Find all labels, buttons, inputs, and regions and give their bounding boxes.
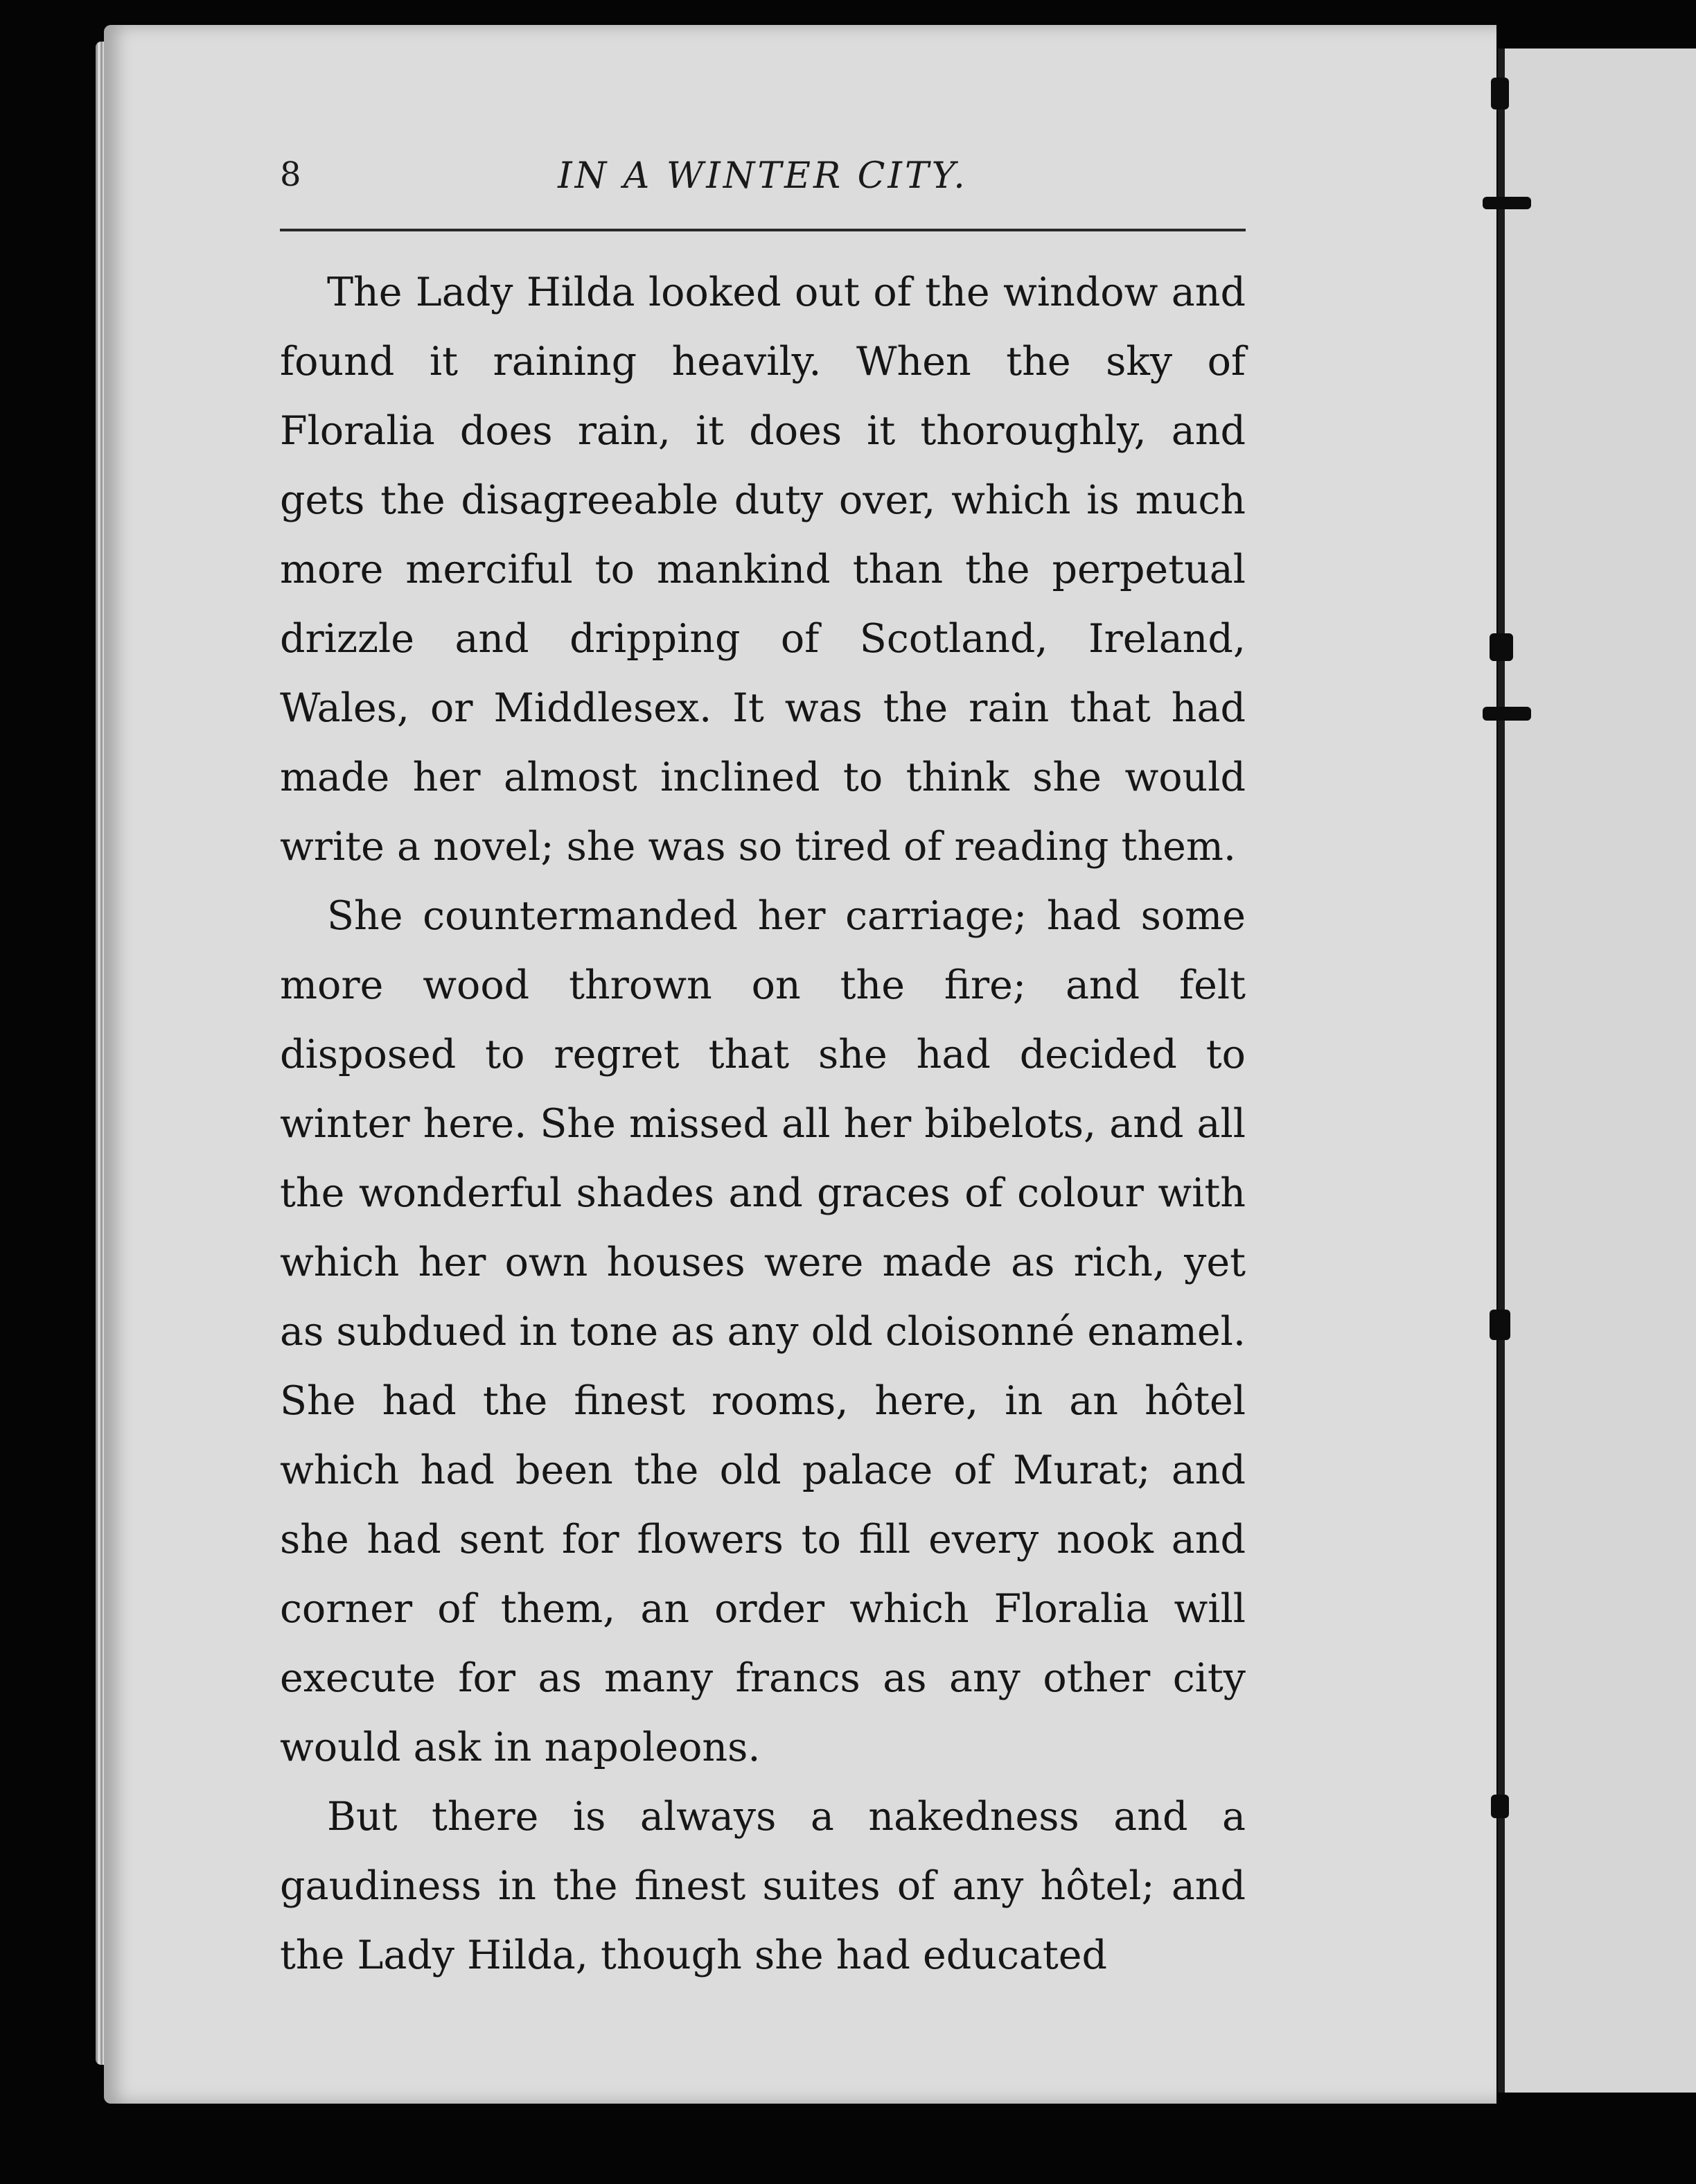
header-rule	[280, 229, 1246, 231]
binding-thread	[1498, 49, 1505, 2093]
binding-stitch	[1491, 1795, 1509, 1818]
binding-stitch	[1483, 707, 1531, 721]
running-title: IN A WINTER CITY.	[558, 155, 968, 197]
paragraph: But there is always a nakedness and a gaudiness in the finest suites of any hôtel; and the Lady Hilda, though she had educated	[280, 1794, 1246, 1978]
body-text	[280, 258, 1246, 1990]
page-number: 8	[280, 155, 301, 194]
running-head	[280, 155, 1246, 204]
facing-page-edge	[1502, 49, 1696, 2093]
binding-stitch	[1483, 197, 1531, 209]
paragraph: She countermanded her carriage; had some more wood thrown on the fire; and felt disposed to regret that she had decided to winter here. She missed all her bibelots, and all the wonderful shades and graces of colour with which her own houses were made as rich, yet as subdued in tone as any old cloisonné enamel. She had the finest rooms, here, in an hôtel which had been the old palace of Murat; and she had sent for flowers to fill every nook and corner of them, an order which Floralia will execute for as many francs as any other city would ask in napoleons.	[280, 893, 1246, 1770]
binding-stitch	[1490, 1310, 1510, 1340]
binding-stitch	[1491, 78, 1509, 109]
paragraph: The Lady Hilda looked out of the window and found it raining heavily. When the sky of Floralia does rain, it does it thoroughly, and gets the disagreeable duty over, which is much more merciful to mankind than the perpetual drizzle and dripping of Scotland, Ireland, Wales, or Middlesex. It was the rain that had made her almost inclined to think she would write a novel; she was so tired of reading them.	[280, 270, 1246, 870]
binding-stitch	[1490, 633, 1513, 661]
